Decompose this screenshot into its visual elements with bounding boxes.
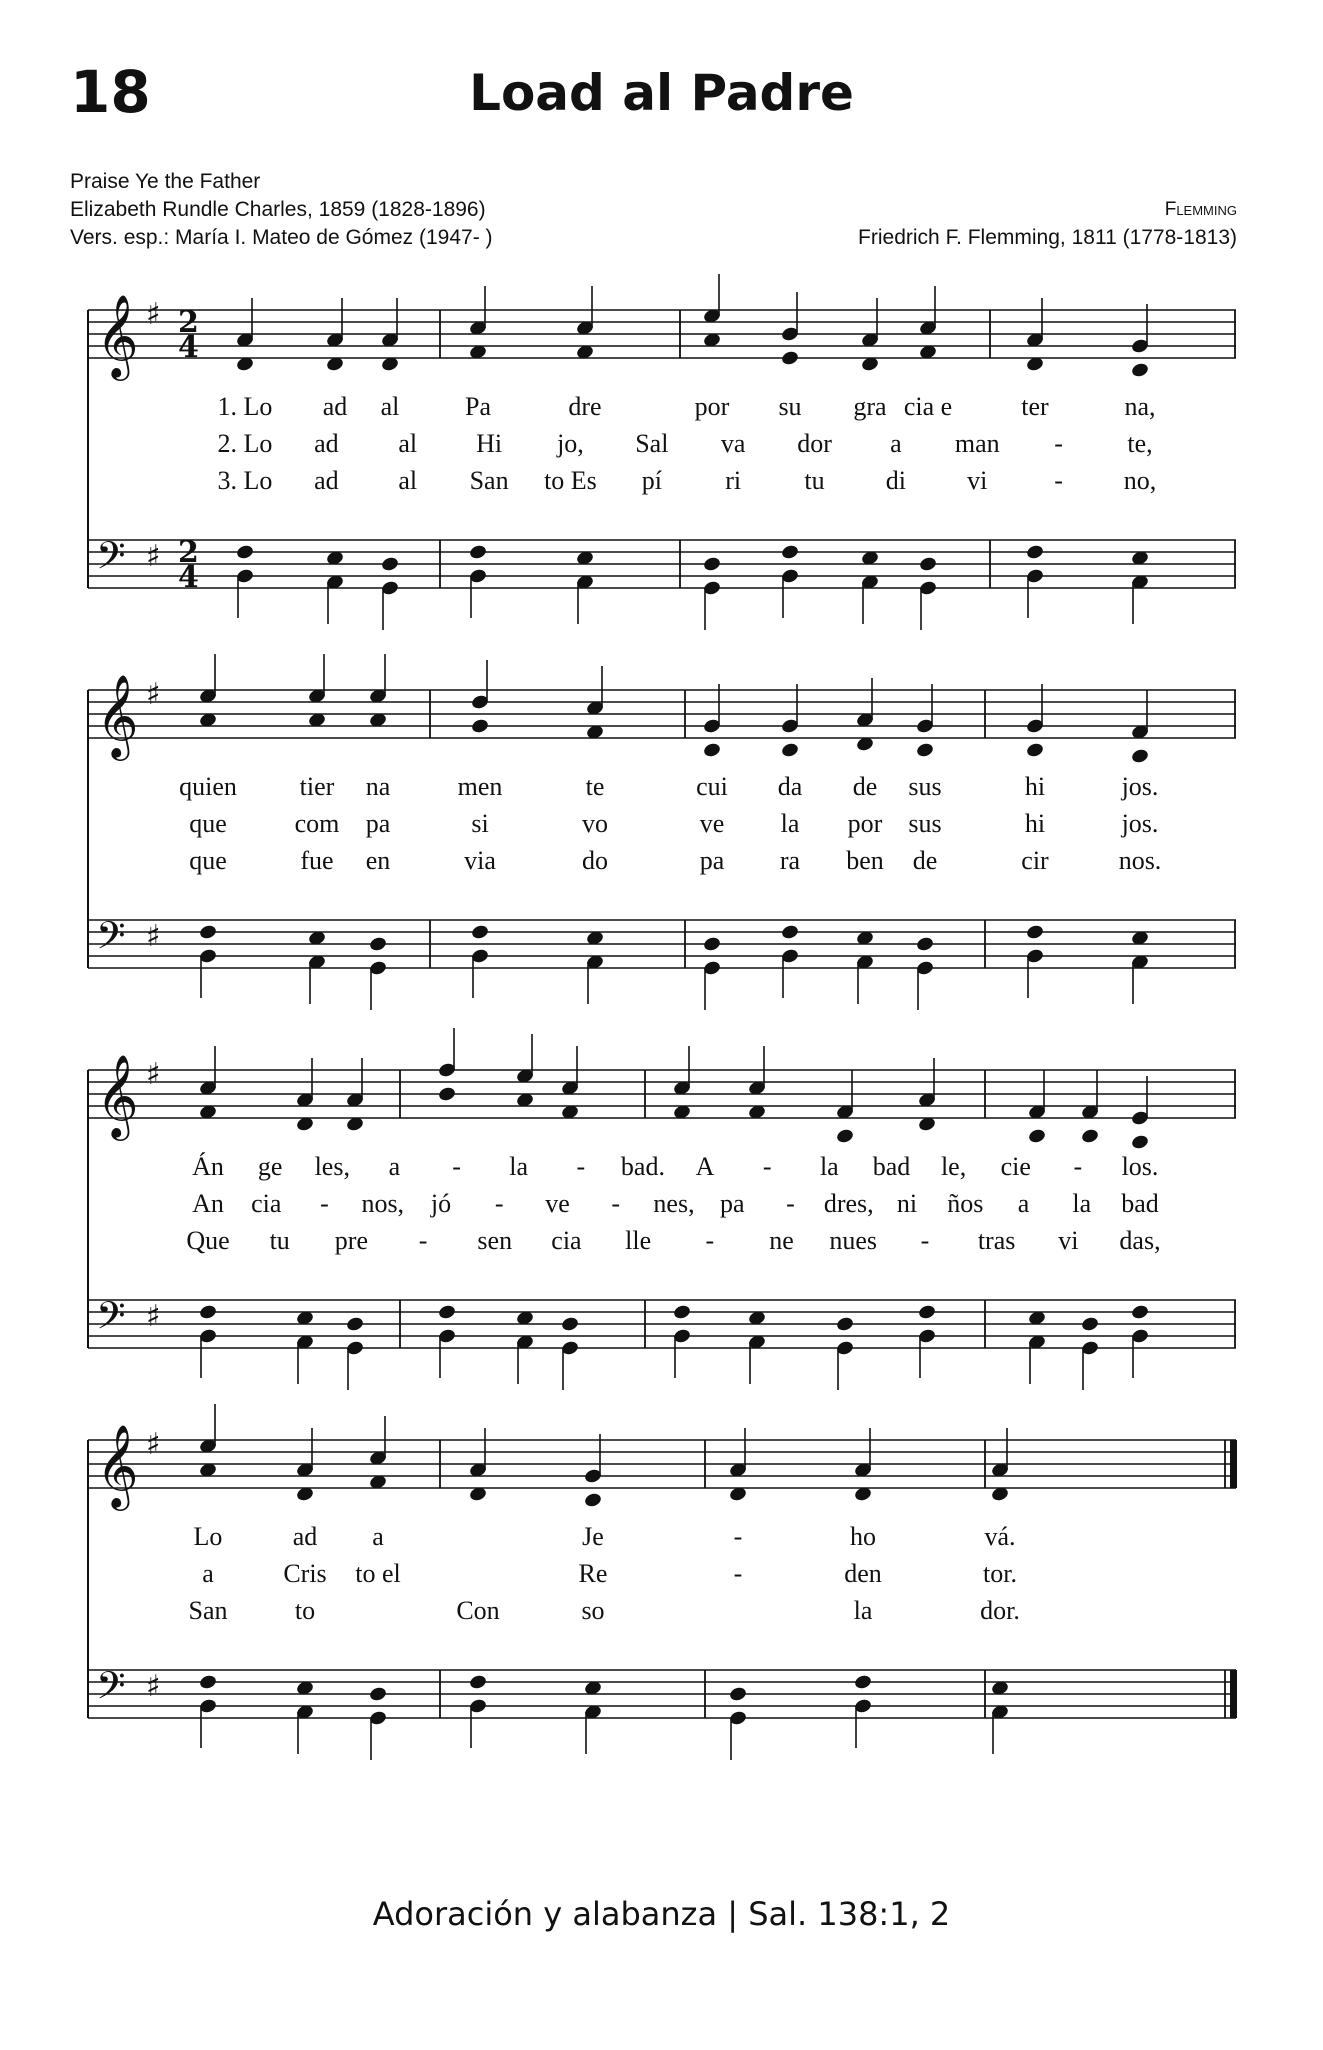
lyric-syllable: cui: [696, 772, 728, 801]
lyric-syllable: cia: [551, 1226, 582, 1255]
bass-notehead: [1025, 924, 1044, 941]
bass-notehead: [198, 1674, 217, 1691]
lyric-syllable: le,: [940, 1152, 967, 1181]
treble-notehead-lower: [1025, 742, 1044, 759]
bass-notehead: [1080, 1316, 1099, 1333]
lyric-syllable: por: [847, 809, 883, 838]
bass-notehead: [672, 1304, 691, 1321]
lyric-syllable: ad: [292, 1522, 318, 1551]
lyric-syllable: pa: [719, 1189, 745, 1218]
lyric-syllable: tu: [804, 466, 825, 495]
lyric-syllable: -: [418, 1226, 428, 1255]
footer-topic: Adoración y alabanza: [372, 1895, 718, 1933]
bass-clef-icon: 𝄢: [96, 533, 126, 587]
lyric-syllable: tier: [299, 772, 335, 801]
time-signature-bottom: 4: [178, 560, 199, 595]
lyric-syllable: de: [852, 772, 878, 801]
final-barline-thick: [1230, 1670, 1237, 1718]
lyric-syllable: jo,: [557, 429, 584, 458]
lyric-syllable: ben: [846, 846, 884, 875]
lyric-syllable: los.: [1121, 1152, 1159, 1181]
lyric-syllable: man: [954, 429, 1000, 458]
lyric-syllable: la: [780, 809, 800, 838]
lyric-syllable: cia: [251, 1189, 282, 1218]
lyric-syllable: te: [585, 772, 605, 801]
lyric-syllable: nes,: [653, 1189, 695, 1218]
lyric-syllable: vi: [967, 466, 988, 495]
lyric-syllable: que: [189, 846, 227, 875]
lyric-syllable: al: [398, 429, 418, 458]
lyric-syllable: bad: [1121, 1189, 1159, 1218]
lyric-syllable: pa: [699, 846, 725, 875]
lyric-syllable: vi: [1058, 1226, 1079, 1255]
lyric-syllable: la: [1072, 1189, 1092, 1218]
lyric-syllable: Hi: [476, 429, 503, 458]
lyric-syllable: na: [365, 772, 391, 801]
lyric-syllable: via: [464, 846, 496, 875]
bass-clef-icon: 𝄢: [96, 1663, 126, 1717]
bass-clef-icon: 𝄢: [96, 913, 126, 967]
lyric-syllable: dres,: [823, 1189, 874, 1218]
lyric-syllable: ho: [850, 1522, 876, 1551]
lyric-syllable: men: [457, 772, 503, 801]
tune-name: Flemming: [1164, 199, 1237, 220]
lyric-syllable: nos,: [361, 1189, 405, 1218]
lyric-syllable: de: [912, 846, 938, 875]
bass-notehead: [198, 924, 217, 941]
lyric-syllable: hi: [1024, 809, 1046, 838]
key-signature-sharp-icon: ♯: [146, 1057, 161, 1092]
lyric-syllable: la: [509, 1152, 529, 1181]
lyric-syllable: sen: [477, 1226, 513, 1255]
lyric-syllable: fue: [300, 846, 334, 875]
lyric-syllable: a: [388, 1152, 401, 1181]
key-signature-sharp-icon: ♯: [146, 1299, 161, 1334]
lyric-syllable: ni: [896, 1189, 918, 1218]
lyric-syllable: -: [576, 1152, 586, 1181]
lyric-syllable: tu: [269, 1226, 290, 1255]
bass-notehead: [780, 544, 799, 561]
treble-notehead-lower: [780, 742, 799, 759]
treble-notehead-lower: [1080, 1128, 1099, 1145]
lyric-syllable: sus: [908, 809, 942, 838]
hymn-number: 18: [70, 58, 151, 126]
key-signature-sharp-icon: ♯: [146, 677, 161, 712]
key-signature-sharp-icon: ♯: [146, 1669, 161, 1704]
lyric-syllable: San: [188, 1596, 228, 1625]
treble-clef-icon: 𝄞: [96, 1423, 139, 1507]
lyric-syllable: dre: [568, 392, 602, 421]
treble-clef-icon: 𝄞: [96, 1053, 139, 1137]
lyric-syllable: jos.: [1121, 809, 1159, 838]
lyric-syllable: -: [494, 1189, 504, 1218]
treble-notehead-lower: [470, 718, 489, 735]
treble-notehead-lower: [1130, 362, 1149, 379]
lyric-syllable: vo: [582, 809, 608, 838]
bass-notehead: [468, 1674, 487, 1691]
lyric-syllable: ve: [699, 809, 725, 838]
bass-notehead: [728, 1686, 747, 1703]
lyric-syllable: das,: [1119, 1226, 1161, 1255]
lyric-syllable: por: [694, 392, 730, 421]
lyric-syllable: que: [189, 809, 227, 838]
lyric-syllable: ad: [322, 392, 348, 421]
lyric-syllable: so: [581, 1596, 605, 1625]
lyric-syllable: te,: [1127, 429, 1153, 458]
lyric-syllable: -: [705, 1226, 715, 1255]
lyric-syllable: jos.: [1121, 772, 1159, 801]
bass-notehead: [368, 936, 387, 953]
treble-clef-icon: 𝄞: [96, 293, 139, 377]
bass-notehead: [345, 1316, 364, 1333]
lyric-syllable: su: [778, 392, 802, 421]
bass-notehead: [835, 1316, 854, 1333]
lyric-syllable: -: [611, 1189, 621, 1218]
lyric-syllable: cie: [1000, 1152, 1031, 1181]
lyric-syllable: a: [202, 1559, 214, 1588]
lyric-syllable: to el: [355, 1559, 401, 1588]
lyric-syllable: al: [398, 466, 418, 495]
lyric-syllable: sus: [908, 772, 942, 801]
lyric-syllable: di: [885, 466, 907, 495]
lyric-syllable: -: [1054, 429, 1063, 458]
lyric-syllable: cia e: [903, 392, 953, 421]
lyric-syllable: si: [471, 809, 489, 838]
lyric-syllable: Pa: [465, 392, 491, 421]
lyric-syllable: ad: [314, 429, 339, 458]
lyric-syllable: -: [786, 1189, 795, 1218]
lyric-syllable: -: [920, 1226, 930, 1255]
footer-scripture: Sal. 138:1, 2: [748, 1895, 951, 1933]
lyric-syllable: Que: [186, 1226, 230, 1255]
time-signature-top: 2: [178, 305, 199, 340]
bass-notehead: [780, 924, 799, 941]
final-barline-thick: [1230, 1440, 1237, 1488]
lyric-syllable: nos.: [1118, 846, 1162, 875]
lyric-syllable: va: [720, 429, 746, 458]
lyric-syllable: nues: [829, 1226, 878, 1255]
lyric-syllable: Cris: [283, 1559, 327, 1588]
bass-notehead: [917, 1304, 936, 1321]
treble-notehead-lower: [835, 1128, 854, 1145]
lyric-syllable: -: [762, 1152, 772, 1181]
lyric-syllable: ri: [725, 466, 742, 495]
lyric-syllable: na,: [1124, 392, 1156, 421]
bass-notehead: [235, 544, 254, 561]
lyric-syllable: a: [890, 429, 902, 458]
key-signature-sharp-icon: ♯: [146, 1427, 161, 1462]
treble-notehead-lower: [1027, 1128, 1046, 1145]
lyric-syllable: a: [372, 1522, 384, 1551]
bass-notehead: [560, 1316, 579, 1333]
lyric-syllable: ge: [257, 1152, 283, 1181]
lyric-syllable: -: [1054, 466, 1063, 495]
footer-separator: |: [727, 1895, 739, 1933]
lyric-syllable: a: [1017, 1189, 1030, 1218]
key-signature-sharp-icon: ♯: [146, 919, 161, 954]
lyric-syllable: pre: [334, 1226, 368, 1255]
lyric-syllable: cir: [1021, 846, 1049, 875]
page-footer: [0, 1895, 1323, 1933]
lyric-syllable: ter: [1021, 392, 1049, 421]
time-signature-top: 2: [178, 535, 199, 570]
lyric-syllable: -: [1073, 1152, 1083, 1181]
lyric-syllable: Sal: [635, 429, 669, 458]
lyric-syllable: hi: [1024, 772, 1046, 801]
lyric-syllable: -: [733, 1522, 743, 1551]
lyric-syllable: tras: [977, 1226, 1016, 1255]
lyric-syllable: ve: [545, 1189, 570, 1218]
lyric-syllable: to Es: [544, 466, 597, 495]
lyric-syllable: pí: [641, 466, 662, 495]
lyric-syllable: den: [844, 1559, 882, 1588]
bass-notehead: [702, 556, 721, 573]
bass-notehead: [853, 1674, 872, 1691]
bass-notehead: [368, 1686, 387, 1703]
lyric-syllable: tor.: [983, 1559, 1017, 1588]
bass-notehead: [918, 556, 937, 573]
lyric-syllable: dor: [797, 429, 832, 458]
lyric-syllable: ños: [947, 1189, 984, 1218]
bass-notehead: [470, 924, 489, 941]
lyric-syllable: dor.: [980, 1596, 1020, 1625]
composer-credit: Friedrich F. Flemming, 1811 (1778-1813): [858, 226, 1237, 249]
key-signature-sharp-icon: ♯: [146, 539, 161, 574]
lyric-syllable: to: [294, 1596, 316, 1625]
treble-notehead-lower: [437, 1086, 456, 1103]
bass-notehead: [198, 1304, 217, 1321]
treble-clef-icon: 𝄞: [96, 673, 139, 757]
lyric-syllable: lle: [625, 1226, 652, 1255]
lyric-syllable: no,: [1123, 466, 1157, 495]
bass-notehead: [468, 544, 487, 561]
lyric-syllable: Re: [578, 1559, 608, 1588]
lyric-syllable: com: [294, 809, 340, 838]
lyric-syllable: 2. Lo: [217, 429, 273, 458]
bass-notehead: [1130, 1304, 1149, 1321]
treble-notehead-lower: [915, 742, 934, 759]
lyric-syllable: do: [582, 846, 608, 875]
treble-notehead-lower: [702, 742, 721, 759]
lyric-syllable: Je: [582, 1522, 604, 1551]
treble-notehead-lower: [1130, 748, 1149, 765]
lyric-syllable: al: [380, 392, 400, 421]
treble-notehead-lower: [780, 350, 799, 367]
lyric-syllable: da: [777, 772, 803, 801]
lyric-syllable: -: [320, 1189, 329, 1218]
treble-notehead-lower: [583, 1492, 602, 1509]
lyric-syllable: A: [695, 1152, 715, 1181]
bass-notehead: [1025, 544, 1044, 561]
time-signature-bottom: 4: [178, 330, 199, 365]
lyric-syllable: Con: [456, 1596, 500, 1625]
lyric-syllable: quien: [179, 772, 237, 801]
lyric-syllable: ne: [769, 1226, 794, 1255]
bass-notehead: [380, 556, 399, 573]
author-credit: Elizabeth Rundle Charles, 1859 (1828-1896): [70, 198, 486, 221]
lyric-syllable: Án: [192, 1152, 224, 1181]
lyric-syllable: la: [853, 1596, 873, 1625]
lyric-syllable: Lo: [193, 1522, 223, 1551]
lyric-syllable: en: [365, 846, 391, 875]
lyric-syllable: 3. Lo: [217, 466, 273, 495]
lyric-syllable: -: [733, 1559, 743, 1588]
lyric-syllable: pa: [365, 809, 391, 838]
lyric-syllable: les,: [314, 1152, 350, 1181]
lyric-syllable: ra: [779, 846, 801, 875]
lyric-syllable: jó: [430, 1189, 452, 1218]
lyric-syllable: vá.: [984, 1522, 1016, 1551]
lyric-syllable: 1. Lo: [217, 392, 273, 421]
treble-notehead-lower: [1130, 1134, 1149, 1151]
bass-notehead: [437, 1304, 456, 1321]
lyric-syllable: bad.: [620, 1152, 665, 1181]
bass-clef-icon: 𝄢: [96, 1293, 126, 1347]
key-signature-sharp-icon: ♯: [146, 297, 161, 332]
lyric-syllable: -: [452, 1152, 461, 1181]
hymn-title: Load al Padre: [469, 64, 854, 122]
bass-notehead: [702, 936, 721, 953]
lyric-syllable: gra: [853, 392, 887, 421]
lyric-syllable: ad: [314, 466, 339, 495]
lyric-syllable: la: [819, 1152, 839, 1181]
bass-notehead: [915, 936, 934, 953]
lyric-syllable: An: [192, 1189, 224, 1218]
lyric-syllable: bad: [872, 1152, 911, 1181]
translator-credit: Vers. esp.: María I. Mateo de Gómez (1947- ): [70, 226, 493, 249]
lyric-syllable: San: [469, 466, 509, 495]
english-title: Praise Ye the Father: [70, 170, 261, 193]
